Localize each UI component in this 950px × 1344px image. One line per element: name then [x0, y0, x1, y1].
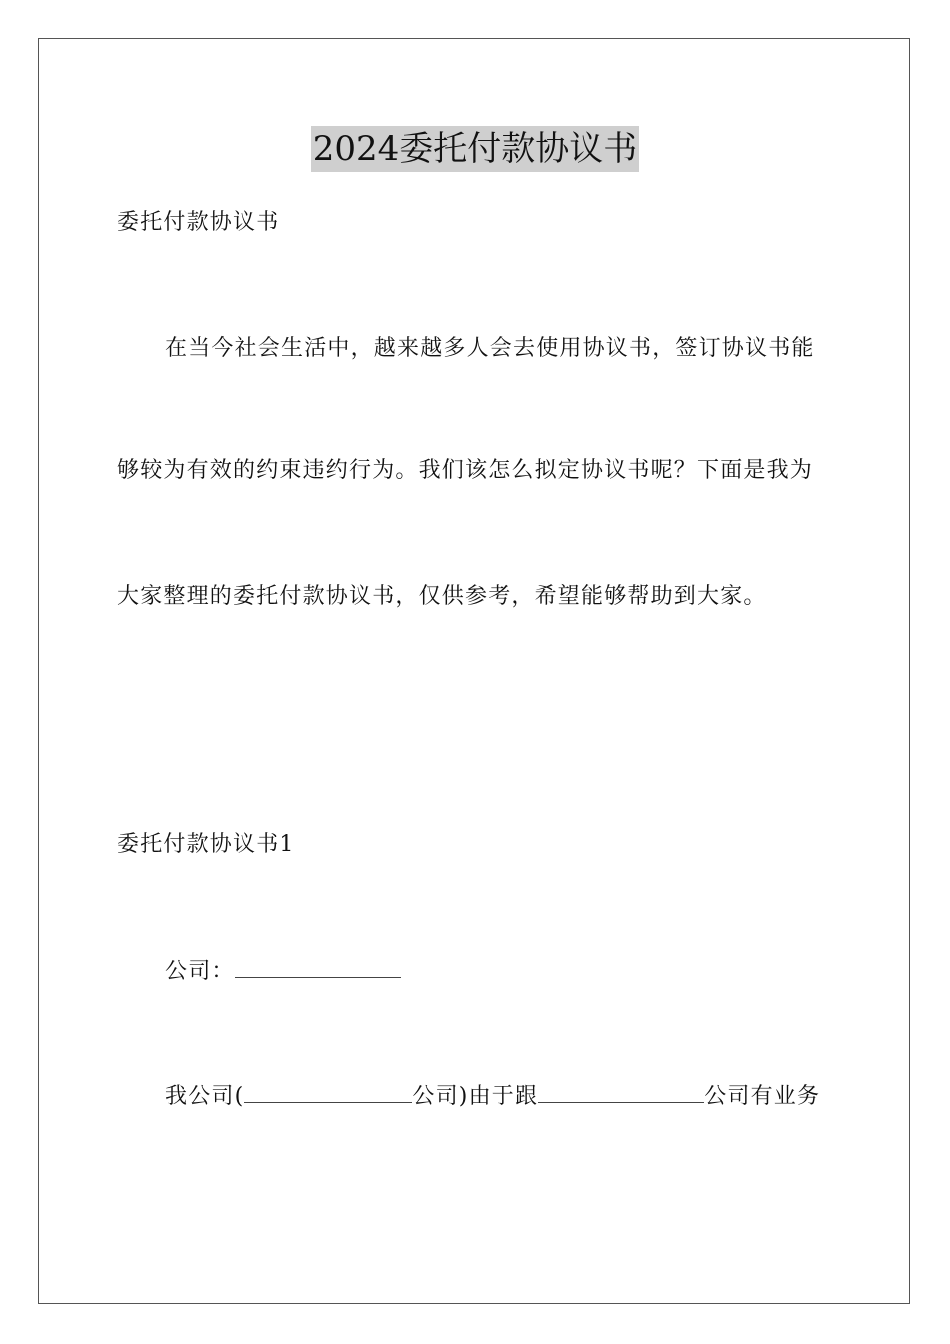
intro-line-3: 大家整理的委托付款协议书，仅供参考，希望能够帮助到大家。: [117, 584, 767, 609]
body-line-part3: 公司有业务: [704, 1084, 821, 1109]
body-line-part2: 公司)由于跟: [412, 1084, 539, 1109]
company-label: 公司：: [165, 959, 235, 984]
intro-line-1: 在当今社会生活中，越来越多人会去使用协议书，签订协议书能: [165, 336, 815, 361]
body-line-part1: 我公司(: [165, 1084, 245, 1109]
body-line: [165, 1080, 820, 1112]
company-blank-field[interactable]: [235, 955, 401, 978]
company-line: [165, 955, 401, 987]
partner-company-blank-field[interactable]: [538, 1080, 704, 1103]
intro-line-2: 够较为有效的约束违约行为。我们该怎么拟定协议书呢？下面是我为: [117, 458, 814, 483]
section-heading: 委托付款协议书1: [117, 832, 295, 857]
own-company-blank-field[interactable]: [244, 1080, 412, 1103]
document-title: 2024委托付款协议书: [311, 126, 640, 172]
document-subtitle: 委托付款协议书: [117, 210, 280, 235]
title-container: [0, 126, 950, 172]
